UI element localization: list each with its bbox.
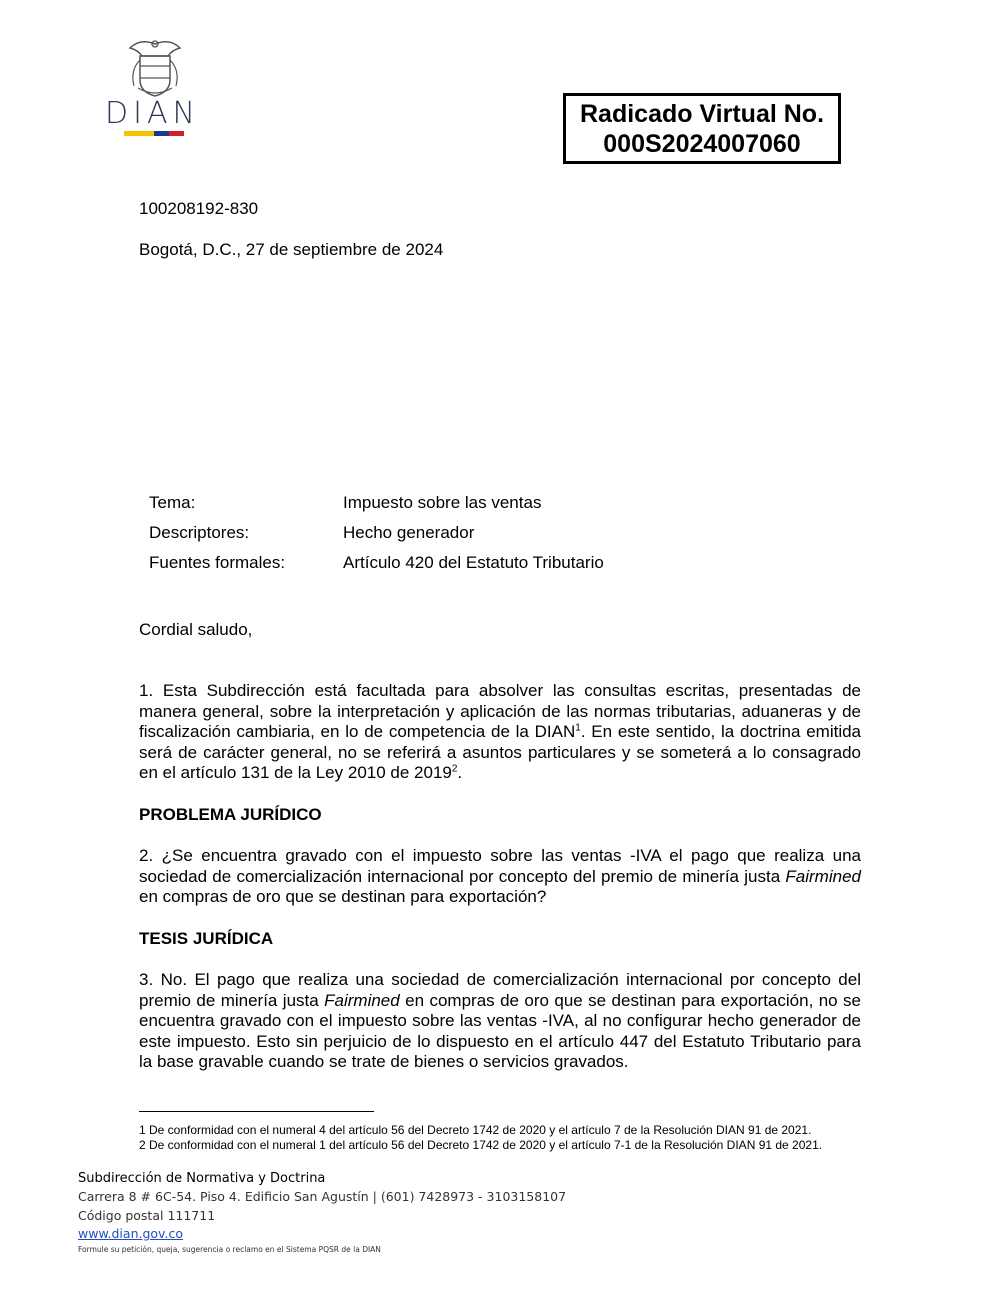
flag-red bbox=[169, 131, 184, 136]
logo-text: DIAN bbox=[105, 96, 200, 131]
footer-note: Formule su petición, queja, sugerencia o reclamo en el Sistema PQSR de la DIAN bbox=[78, 1245, 381, 1254]
paragraph-2-text-b: en compras de oro que se destinan para exportación? bbox=[139, 887, 547, 906]
flag-yellow bbox=[124, 131, 154, 136]
paragraph-3-text-b: en compras de oro que se destinan para exportación, no se encuentra gravado con el impuesto sobre las ventas -IVA, al no configurar hecho generador de este impuesto. Esto sin perjuicio de lo dispuesto en el artículo 447 del Estatuto Tributario para la base gravable cuando se trate de bienes o servicios gravados. bbox=[139, 990, 861, 1071]
radicado-box bbox=[563, 93, 841, 164]
meta-label-descriptores: Descriptores: bbox=[149, 523, 250, 542]
meta-value-descriptores: Hecho generador bbox=[343, 523, 475, 542]
footnote-ref-2: 2 bbox=[451, 763, 458, 775]
footer-office: Subdirección de Normativa y Doctrina bbox=[78, 1171, 326, 1186]
meta-label-fuentes: Fuentes formales: bbox=[149, 553, 286, 572]
flag-stripe bbox=[124, 131, 184, 136]
paragraph-3 bbox=[139, 970, 861, 1073]
paragraph-2-italic: Fairmined bbox=[785, 866, 861, 886]
paragraph-1-text-b: . En este sentido, la doctrina emitida será de carácter general, no se referirá a asuntos particulares y se someterá a lo consagrado en el artículo 131 de la Ley 2010 de 2019 bbox=[139, 722, 862, 782]
dian-logo bbox=[100, 36, 210, 140]
footnote-2: 2 De conformidad con el numeral 1 del artículo 56 del Decreto 1742 de 2020 y el artículo 7-1 de la Resolución DIAN 91 de 2021. bbox=[139, 1138, 823, 1152]
meta-label-tema: Tema: bbox=[149, 493, 196, 512]
paragraph-3-italic: Fairmined bbox=[324, 990, 400, 1010]
heading-problema-juridico: PROBLEMA JURÍDICO bbox=[139, 805, 322, 824]
meta-value-tema: Impuesto sobre las ventas bbox=[343, 493, 542, 512]
paragraph-3-text-a: 3. No. El pago que realiza una sociedad de comercialización internacional por concepto del premio de minería justa bbox=[139, 970, 861, 1010]
greeting: Cordial saludo, bbox=[139, 620, 253, 639]
footnote-ref-1: 1 bbox=[575, 722, 581, 734]
radicado-number: 000S2024007060 bbox=[603, 130, 801, 158]
paragraph-2-text-a: 2. ¿Se encuentra gravado con el impuesto sobre las ventas -IVA el pago que realiza una sociedad de comercialización internacional por concepto del premio de minería justa bbox=[139, 846, 861, 886]
footer-website-link[interactable]: www.dian.gov.co bbox=[78, 1226, 183, 1241]
heading-tesis-juridica: TESIS JURÍDICA bbox=[139, 929, 274, 948]
footer-address: Carrera 8 # 6C-54. Piso 4. Edificio San Agustín | (601) 7428973 - 3103158107 bbox=[78, 1189, 567, 1204]
date-line: Bogotá, D.C., 27 de septiembre de 2024 bbox=[139, 240, 444, 259]
meta-value-fuentes: Artículo 420 del Estatuto Tributario bbox=[343, 553, 604, 572]
footnote-separator bbox=[139, 1111, 374, 1112]
paragraph-1-text-c: . bbox=[457, 763, 463, 782]
paragraph-1-text-a: 1. Esta Subdirección está facultada para absolver las consultas escritas, presentadas de manera general, sobre la interpretación y aplicación de las normas tributarias, aduaneras y de fiscalización cambiaria, en lo de competencia de la DIAN bbox=[139, 681, 861, 741]
paragraph-2 bbox=[139, 846, 861, 908]
radicado-line1: Radicado Virtual No. bbox=[579, 100, 825, 128]
reference-number: 100208192-830 bbox=[139, 199, 259, 218]
footnote-1: 1 De conformidad con el numeral 4 del artículo 56 del Decreto 1742 de 2020 y el artículo 7 de la Resolución DIAN 91 de 2021. bbox=[139, 1123, 812, 1137]
flag-blue bbox=[154, 131, 169, 136]
paragraph-1 bbox=[139, 681, 861, 784]
footer-postal: Código postal 111711 bbox=[78, 1208, 216, 1223]
